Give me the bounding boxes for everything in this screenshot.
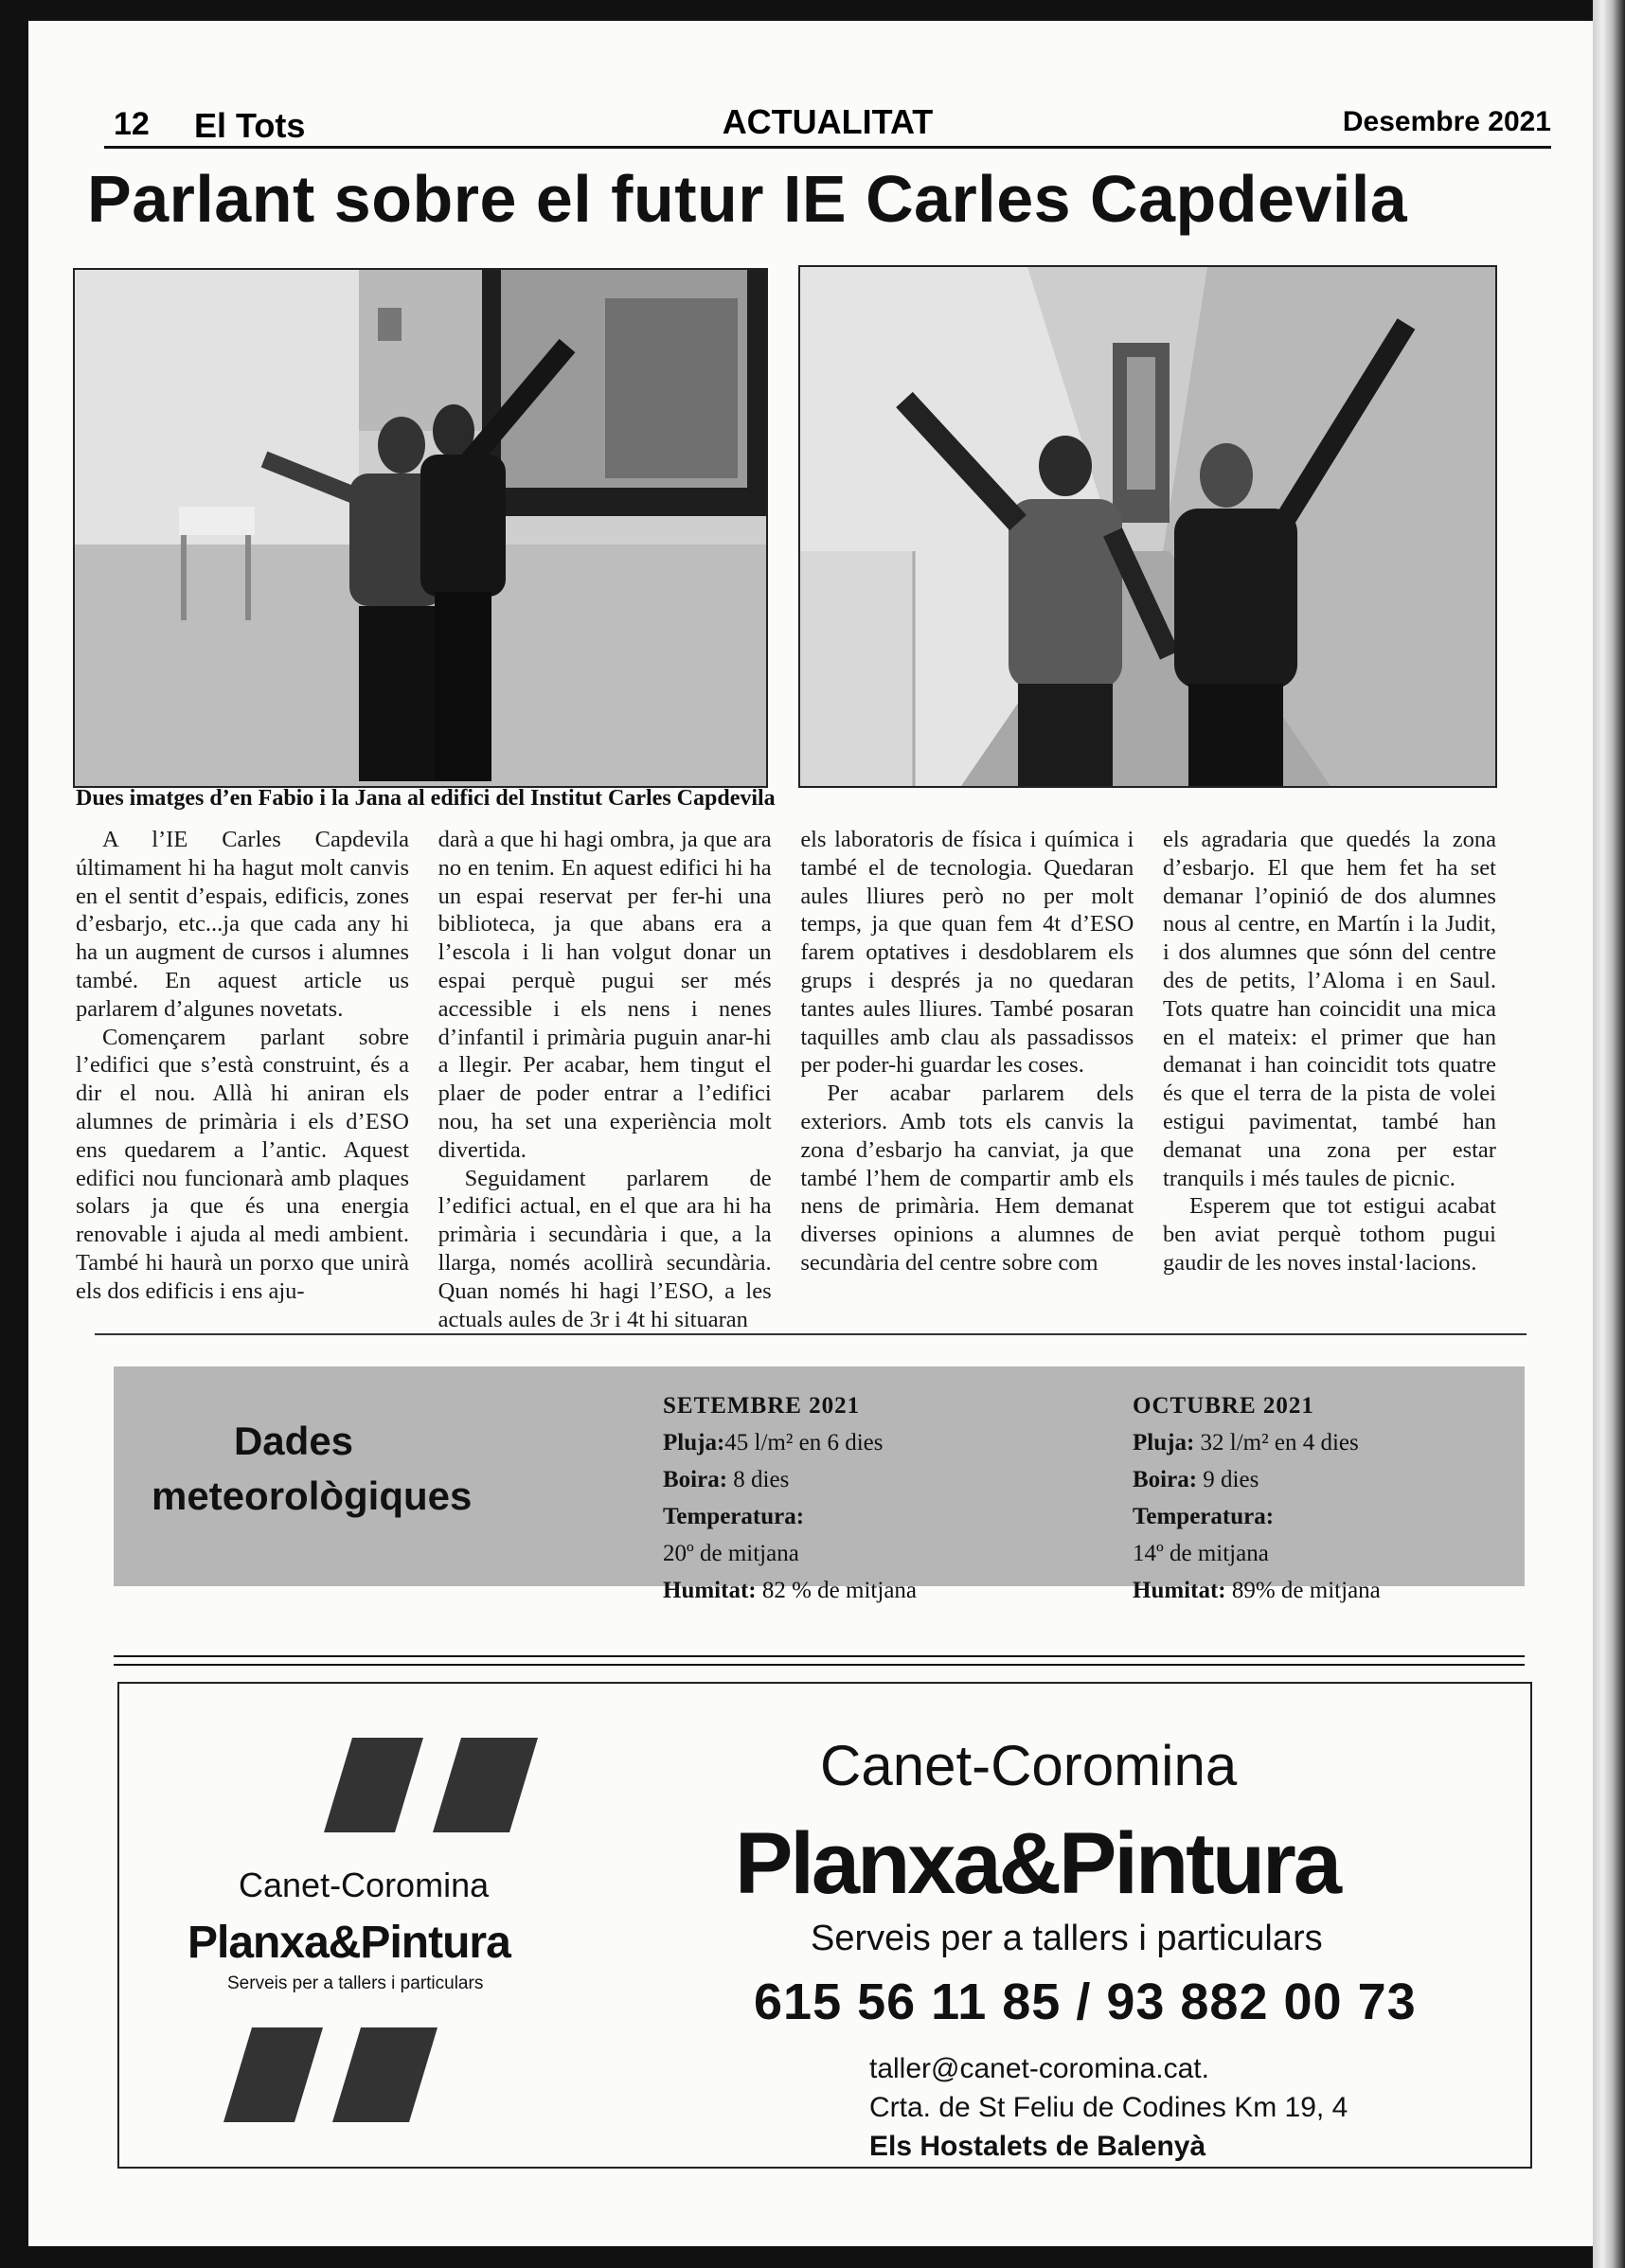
weather-label: Pluja:: [1133, 1430, 1195, 1455]
ad-company-name: Canet-Coromina: [820, 1734, 1238, 1797]
ad-town: Els Hostalets de Balenyà: [869, 2131, 1206, 2162]
weather-value: 89% de mitjana: [1225, 1578, 1381, 1603]
weather-temp-label: [1133, 1498, 1381, 1535]
article-headline: Parlant sobre el futur IE Carles Capdevila: [87, 162, 1408, 236]
ad-address: Crta. de St Feliu de Codines Km 19, 4: [869, 2092, 1348, 2123]
article-column-4: [1163, 826, 1496, 1328]
section-divider: [114, 1655, 1525, 1657]
weather-fog: [663, 1461, 917, 1498]
weather-label: Boira:: [663, 1467, 728, 1492]
weather-temp-label: [663, 1498, 917, 1535]
weather-label: Humitat:: [663, 1578, 757, 1603]
weather-value: 82 % de mitjana: [756, 1578, 918, 1603]
ad-contact: [869, 2049, 1348, 2166]
weather-value: 32 l/m² en 4 dies: [1194, 1430, 1359, 1455]
planxa-logo-mark-icon: [223, 2027, 438, 2122]
weather-september: [663, 1387, 917, 1609]
ad-email: taller@canet-coromina.cat.: [869, 2053, 1209, 2084]
page-binding-edge: [1593, 0, 1625, 2268]
weather-humidity: [663, 1572, 917, 1609]
photo-caption: Dues imatges d’en Fabio i la Jana al edifici del Institut Carles Capdevila: [76, 786, 776, 811]
weather-label: Temperatura:: [1133, 1504, 1275, 1529]
section-name: ACTUALITAT: [722, 102, 934, 141]
weather-label: Temperatura:: [663, 1504, 805, 1529]
article-photo-1: [73, 268, 768, 788]
article-paragraph: Esperem que tot estigui acabat ben aviat perquè tothom pugui gaudir de les noves instal·lacions.: [1162, 1193, 1496, 1276]
article-photo-2: [798, 265, 1497, 788]
article-body: [76, 826, 1496, 1332]
weather-label: Pluja:: [663, 1430, 725, 1455]
ad-phone-numbers: 615 56 11 85 / 93 882 00 73: [754, 1973, 1417, 2030]
article-paragraph: els laboratoris de física i química i també el de tecnologia. Quedaran aules lliures però no per molt temps, ja que quan fem 4t d’ESO farem optatives i desdoblarem els grups i després ja no quedaran tantes aules lliures. També posaran taquilles amb clau als passadissos per poder-hi guardar les coses.: [800, 827, 1134, 1079]
weather-title: [152, 1414, 473, 1524]
article-paragraph: els agradaria que quedés la zona d’esbarjo. El que hem fet ha set demanar l’opinió de dos alumnes nous al centre, en Martín i la Judit, i dos alumnes que sónn del centre des de petits, l’Aloma i en Saul. Tots quatre han coincidit una mica en el mateix: el primer que han demanat i han coincidit tots quatre és que el terra de la pista de volei estigui pavimentat, també han demanat una zona per estar tranquils i més taules de picnic.: [1162, 827, 1496, 1191]
weather-month: SETEMBRE 2021: [663, 1393, 861, 1419]
page-header: [104, 89, 1551, 149]
weather-fog: [1133, 1461, 1381, 1498]
article-paragraph: Per acabar parlarem dels exteriors. Amb tots els canvis la zona d’esbarjo ha canviat, ja que també l’hem de compartir amb els nens de primària. Hem demanat diverses opinions a alumnes de secundària del centre sobre com: [800, 1080, 1134, 1276]
weather-rain: [1133, 1424, 1381, 1461]
ad-tagline-small: Serveis per a tallers i particulars: [227, 1973, 484, 1993]
issue-date: Desembre 2021: [1342, 106, 1551, 137]
page-number: 12: [114, 106, 150, 142]
weather-value: 45 l/m² en 6 dies: [724, 1430, 884, 1455]
advertisement: [117, 1682, 1532, 2169]
article-paragraph: darà a que hi hagi ombra, ja que ara no en tenim. En aquest edifici hi ha un espai reservat per fer-hi una biblioteca, ja que abans era a l’escola i li han volgut donar un espai perquè pugui ser més accessible i els nens i nenes d’infantil i primària puguin anar-hi a llegir. Per acabar, hem tingut el plaer de poder entrar a l’edifici nou, ha set una experiència molt divertida.: [438, 827, 772, 1163]
weather-label: Boira:: [1133, 1467, 1198, 1492]
planxa-logo-mark-icon: [324, 1738, 538, 1832]
ad-tagline: Serveis per a tallers i particulars: [811, 1919, 1323, 1958]
weather-rain: [663, 1424, 917, 1461]
article-paragraph: A l’IE Carles Capdevila últimament hi ha hagut molt canvis en el sentit d’espais, edificis, zones d’esbarjo, etc...ja que cada any hi ha un augment de cursos i alumnes també. En aquest article us parlarem d’algunes novetats.: [76, 827, 409, 1022]
article-divider: [95, 1333, 1527, 1335]
article-column-3: [800, 826, 1134, 1328]
weather-title-line: meteorològiques: [152, 1473, 473, 1518]
article-column-2: [438, 826, 772, 1332]
weather-data-box: [114, 1366, 1525, 1603]
publication-name: El Tots: [194, 106, 306, 145]
weather-label: Humitat:: [1133, 1578, 1226, 1603]
weather-october: [1133, 1387, 1381, 1609]
weather-value: 9 dies: [1197, 1467, 1259, 1492]
ad-brand: Planxa&Pintura: [735, 1815, 1339, 1912]
weather-value: 8 dies: [727, 1467, 790, 1492]
weather-month: OCTUBRE 2021: [1133, 1393, 1314, 1419]
section-divider: [114, 1664, 1525, 1666]
article-paragraph: Seguidament parlarem de l’edifici actual, en el que ara hi ha primària i secundària i que, a la llarga, només acollirà secundària. Quan només hi hagi l’ESO, a les actuals aules de 3r i 4t hi situaran: [438, 1165, 772, 1332]
ad-company-name-small: Canet-Coromina: [239, 1866, 490, 1904]
ad-brand-small: Planxa&Pintura: [188, 1918, 510, 1968]
weather-temp-value: 20º de mitjana: [663, 1541, 799, 1566]
weather-humidity: [1133, 1572, 1381, 1609]
weather-temp-value: 14º de mitjana: [1133, 1541, 1269, 1566]
weather-title-line: Dades: [233, 1419, 354, 1463]
article-paragraph: Començarem parlant sobre l’edifici que s’està construint, és a dir el nou. Allà hi aniran els alumnes de primària i els d’ESO ens quedarem a l’antic. Aquest edifici nou funcionarà amb plaques solars ja que és una energia renovable i ajuda al medi ambient. També hi haurà un porxo que unirà els dos edificis i ens aju-: [76, 1024, 409, 1304]
article-column-1: [76, 826, 409, 1328]
